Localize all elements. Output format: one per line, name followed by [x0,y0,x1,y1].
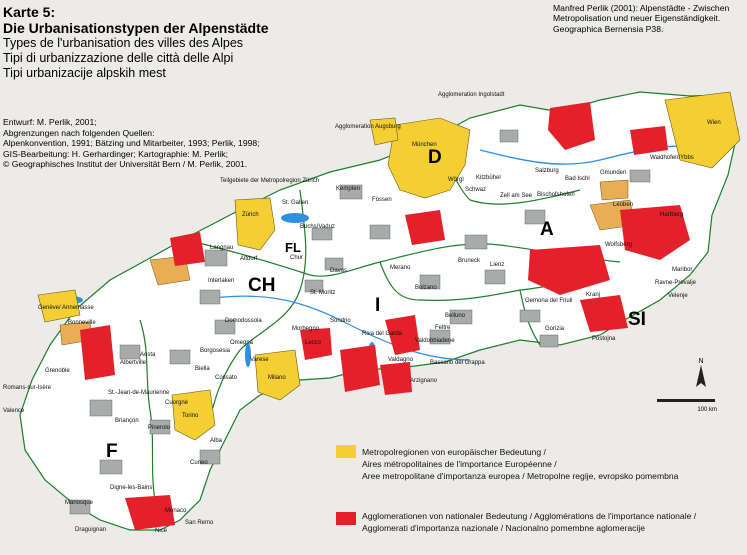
place-augsburg: Agglomeration Augsburg [335,124,401,130]
place-ingolstadt: Agglomeration Ingolstadt [438,92,505,98]
scale-label: 100 km [697,407,717,413]
place-velenje: Velenje [668,293,688,299]
place-rivadelgarda: Riva del Garda [362,331,403,337]
citation-line: Manfred Perlik (2001): Alpenstädte - Zwischen [553,3,730,13]
place-draguignan: Draguignan [75,527,107,533]
place-bruneck: Bruneck [458,258,481,264]
title-german: Die Urbanisationstypen der Alpenstädte [3,20,269,36]
place-worgl: Wörgl [448,177,464,183]
place-fussen: Füssen [372,197,392,203]
citation [553,3,729,34]
place-belluno: Belluno [445,313,466,319]
place-omegna: Omegna [230,340,254,346]
place-salzburg: Salzburg [535,168,559,174]
title-slovenian: Tipi urbanizacije alpskih mest [3,66,166,80]
country-I: I [375,295,381,316]
title-french: Types de l'urbanisation des villes des Alpes [3,36,244,50]
legend-metro-it-sl: Aree metropolitane d'importanza europea / Metropolne regije, evropsko pomembna [362,471,679,481]
place-manosque: Manosque [65,500,94,506]
metro-augsburg [370,118,398,145]
credit-line: © Geographisches Institut der Universität Bern / M. Perlik, 2001. [3,159,248,170]
place-biella: Biella [195,366,210,372]
orange-leoben2 [600,180,628,200]
credits [3,117,260,170]
country-CH: CH [248,275,276,296]
place-munchen: München [412,142,437,148]
place-postojna: Postojna [592,336,616,342]
place-feltre: Feltre [435,325,451,331]
place-lienz: Lienz [490,262,505,268]
place-morbegno: Morbegno [292,326,320,332]
place-hartberg: Hartberg [660,212,684,218]
place-milano: Milano [268,375,286,381]
place-domodossola: Domodossola [225,318,262,324]
place-bassano: Bassano del Grappa [430,360,485,366]
map-number: Karte 5: [3,4,56,20]
place-digne: Digne-les-Bains [110,485,153,491]
place-torino: Torino [182,413,199,419]
legend-swatch-metro [336,445,356,458]
place-zurich: Zürich [242,212,259,218]
country-FL: FL [285,240,301,255]
country-SI: SI [628,309,646,330]
national-verona [340,345,380,392]
place-alba: Alba [210,438,223,444]
place-zellamsee: Zell am See [500,193,533,199]
north-arrow-icon [694,365,708,393]
place-bonneville: Bonneville [68,320,96,326]
national-grenoble [80,325,115,380]
country-A: A [540,219,554,240]
place-gmunden: Gmunden [600,170,627,176]
place-arzignano: Arzignano [410,378,438,384]
place-leoben: Leoben [613,202,634,208]
place-davos: Davos [330,268,348,274]
credit-line: Entwurf: M. Perlik, 2001; [3,117,97,127]
place-lecco: Lecco [305,340,322,346]
legend-national [362,510,696,534]
place-kitzbuhel: Kitzbühel [476,175,501,181]
place-stgallen: St. Gallen [282,200,309,206]
place-aosta: Aosta [140,352,156,358]
place-maribor: Maribor [672,267,693,273]
lake-constance [281,213,309,223]
place-altdorf: Altdorf [240,256,258,262]
place-zurich-teil: Teilgebiete der Metropolregion Zürich [220,178,320,184]
legend-national-it-sl: Agglomerati d'importanza nazionale / Nacionalno pomembne aglomeracije [362,523,646,533]
country-F: F [106,441,118,462]
place-wolfsberg: Wolfsberg [605,242,632,248]
place-stjean: St.-Jean-de-Maurienne [108,390,170,396]
place-interlaken: Interlaken [208,278,235,284]
place-varese: Varese [250,357,269,363]
scale-bar [657,399,717,413]
place-cuorgne: Cuorgnè [165,400,189,406]
place-sanremo: San Remo [185,520,214,526]
place-schwaz: Schwaz [465,187,487,193]
place-cuneo: Cuneo [190,460,208,466]
credit-line: Abgrenzungen nach folgenden Quellen: [3,127,155,138]
place-romans: Romans-sur-Isère [3,385,52,391]
place-valdobbiadene: Valdobbiadene [415,338,455,344]
place-wien: Wien [707,120,721,126]
legend-metro-de: Metropolregionen von europäischer Bedeutung / [362,447,546,457]
legend-swatch-national [336,512,356,525]
place-valdagno: Valdagno [388,357,413,363]
national-innsbruck [405,210,445,245]
north-arrow [694,358,708,395]
scale-bar-icon [657,399,717,405]
credit-line: Alpenkonvention, 1991; Bätzing und Mitarbeiter, 1993; Perlik, 1998; [3,138,260,149]
place-grenoble: Grenoble [45,368,70,374]
place-nice: Nice [155,528,168,534]
map-title [3,4,269,81]
place-bolzano: Bolzano [415,285,437,291]
citation-line: Geographica Bernensia P38. [553,23,664,34]
place-badischl: Bad Ischl [565,176,590,182]
place-borgosesia: Borgosesia [200,348,231,354]
place-cossato: Cossato [215,375,238,381]
national-linz [630,126,668,155]
legend-national-de-fr: Agglomerationen von nationaler Bedeutung / Agglomérations de l'importance nationale / [362,511,697,521]
place-merano: Merano [390,265,411,271]
place-gorizia: Gorizia [545,326,565,332]
north-label: N [698,358,704,365]
national-lugano [170,232,205,266]
place-stmoritz: St. Moritz [310,290,336,296]
place-gemona: Gemona del Friuli [525,298,573,304]
place-langnau: Langnau [210,245,234,251]
place-monaco: Monaco [165,508,187,514]
legend-metro [362,446,678,482]
place-buchs: Buchs/Vaduz [300,224,335,230]
place-sondrio: Sondrio [330,318,351,324]
place-chur: Chur [290,255,304,261]
national-vicenza [380,362,412,395]
place-geneve: Genève/ Annemasse [38,305,94,311]
legend-metro-fr: Aires métropolitaines de l'importance Européenne / [362,459,557,469]
place-waidhofen: Waidhofen/Ybbs [650,155,694,161]
place-briancon: Briançon [115,418,139,424]
place-pinerolo: Pinerolo [148,425,171,431]
place-kranj: Kranj [586,292,601,298]
credit-line: GIS-Bearbeitung: H. Gerhardinger; Kartographie: M. Perlik; [3,148,228,159]
place-kempten: Kempten [336,186,361,192]
citation-line: Metropolisation und neuer Eigenständigkeit. [553,13,721,24]
title-italian: Tipi di urbanizzazione delle città delle Alpi [3,51,234,65]
country-D: D [428,147,442,168]
place-valence: Valence [3,408,25,414]
place-ravne: Ravne-Prevalje [655,280,697,286]
place-albertville: Albertville [120,360,147,366]
place-bischofshofen: Bischofshofen [537,192,575,198]
